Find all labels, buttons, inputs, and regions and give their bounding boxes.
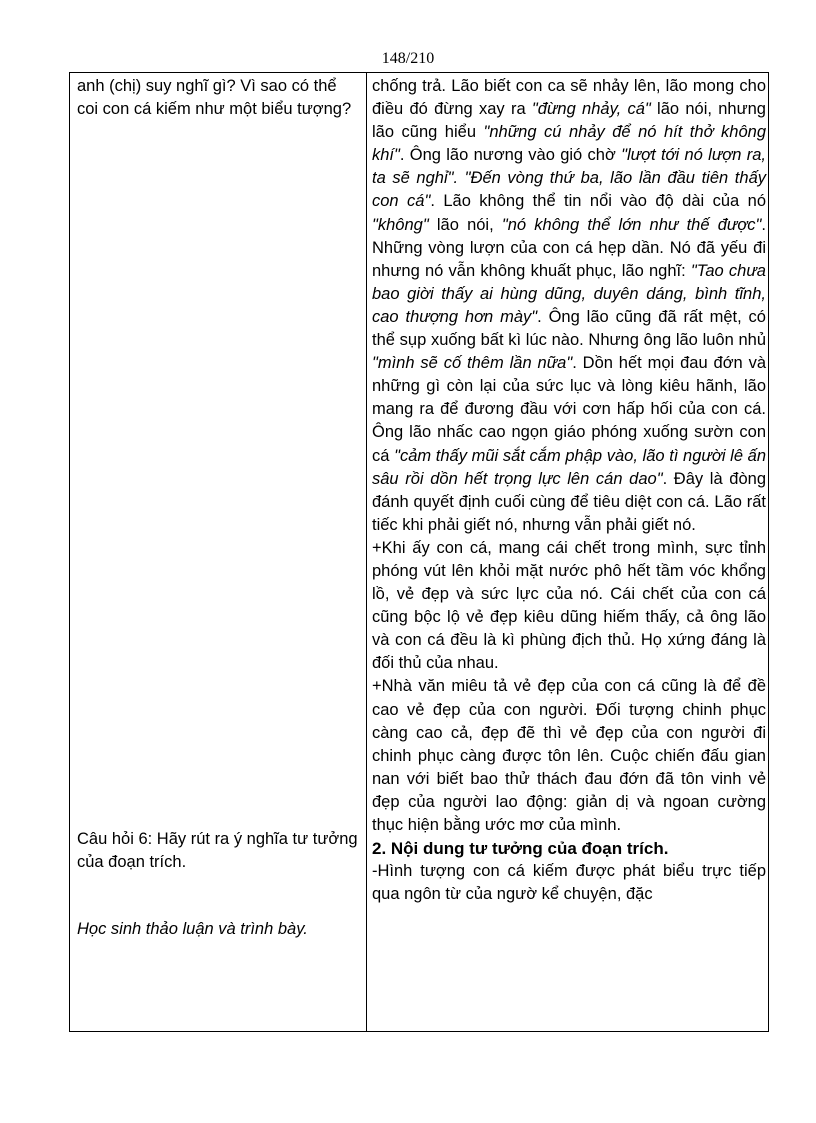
section-heading-2: 2. Nội dung tư tưởng của đoạn trích. [372,839,669,859]
right-column [372,75,766,906]
left-column-question-tail: anh (chị) suy nghĩ gì? Vì sao có thể coi con cá kiếm như một biểu tượng? [77,77,352,119]
paragraph-author-meaning: +Nhà văn miêu tả vẻ đẹp của con cá cũng là để đề cao vẻ đẹp của con người. Đối tượng chinh phục càng cao cả, đẹp đẽ thì vẻ đẹp của con người đi chinh phục càng được tôn lên. Cuộc chiến đấu gian nan với biết bao thử thách đau đớn đã tôn vinh vẻ đẹp của người lao động: giản dị và ngoan cường thục hiện bằng ước mơ của mình. [372,677,766,834]
text-run: . Những vòng lượn của con cá hẹp dần. Nó đã yếu đi nhưng nó vẫn không khuất phục, lão nghĩ: [372,215,767,280]
page-number: 148/210 [381,50,435,67]
quoted-text: "những cú nhảy để nó hít thở không khí" [372,123,767,165]
question-6: Câu hỏi 6: Hãy rút ra ý nghĩa tư tưởng của đoạn trích. [77,830,358,872]
text-run: lão nói, [428,215,502,234]
text-run: lão nói, nhưng lão cũng hiểu [372,100,766,142]
quoted-text: "đừng nhảy, cá" [531,100,651,119]
paragraph-fish-death: +Khi ấy con cá, mang cái chết trong mình, sực tỉnh phóng vút lên khỏi mặt nước phô hết tầm vóc khổng lồ, vẻ đẹp và sức lực của nó. Cái chết của con cá cũng bộc lộ vẻ đẹp kiêu dũng hiếm thấy, cả ông lão và con cá đều là kì phùng địch thủ. Họ xứng đáng là đối thủ của nhau. [372,538,766,673]
text-run: . Đây là đòng đánh quyết định cuối cùng để tiêu diệt con cá. Lão rất tiếc khi phải giết nó, nhưng vẫn phải giết nó. [372,469,766,534]
content-table [69,72,769,1032]
text-run: . Dồn hết mọi đau đớn và những gì còn lại của sức lục và lòng kiêu hãnh, lão mang ra để đương đầu với cơn hấp hối của con cá. Ông lão nhấc cao ngọn giáo phóng xuống sườn con cá [372,354,766,465]
quoted-text: "cảm thấy mũi sắt cắm phập vào, lão tì người lê ấn sâu rồi dồn hết trọng lực lên cán dao" [372,446,767,488]
quoted-text: "mình sẽ cố thêm lần nữa" [372,354,573,373]
paragraph-symbol-intro: -Hình tượng con cá kiếm được phát biểu trực tiếp qua ngôn từ của ngườ kể chuyện, đặc [372,862,766,904]
column-divider [366,73,367,1031]
text-run: . Ông lão cũng đã rất mệt, có thể sụp xuống bất kì lúc nào. Nhưng ông lão luôn nhủ [372,307,766,350]
text-run: chống trả. Lão biết con ca sẽ nhảy lên, lão mong cho điều đó đừng xay ra [372,77,766,119]
quoted-text: "Tao chưa bao giời thấy ai hùng dũng, duyên dáng, bình tĩnh, cao thượng hơn mày" [372,261,766,326]
text-run: . Ông lão nương vào gió chờ [399,146,622,165]
quoted-text: "không" [372,215,429,234]
text-run: . Lão không thể tin nổi vào độ dài của nó [430,192,766,211]
quoted-text: "lượt tới nó lượn ra, ta sẽ nghỉ". "Đến vòng thứ ba, lão lần đầu tiên thấy con cá" [372,146,766,211]
quoted-text: "nó không thể lớn như thế được" [501,215,762,234]
student-instruction: Học sinh thảo luận và trình bày. [77,920,308,938]
paragraph-fight-description [372,75,766,537]
